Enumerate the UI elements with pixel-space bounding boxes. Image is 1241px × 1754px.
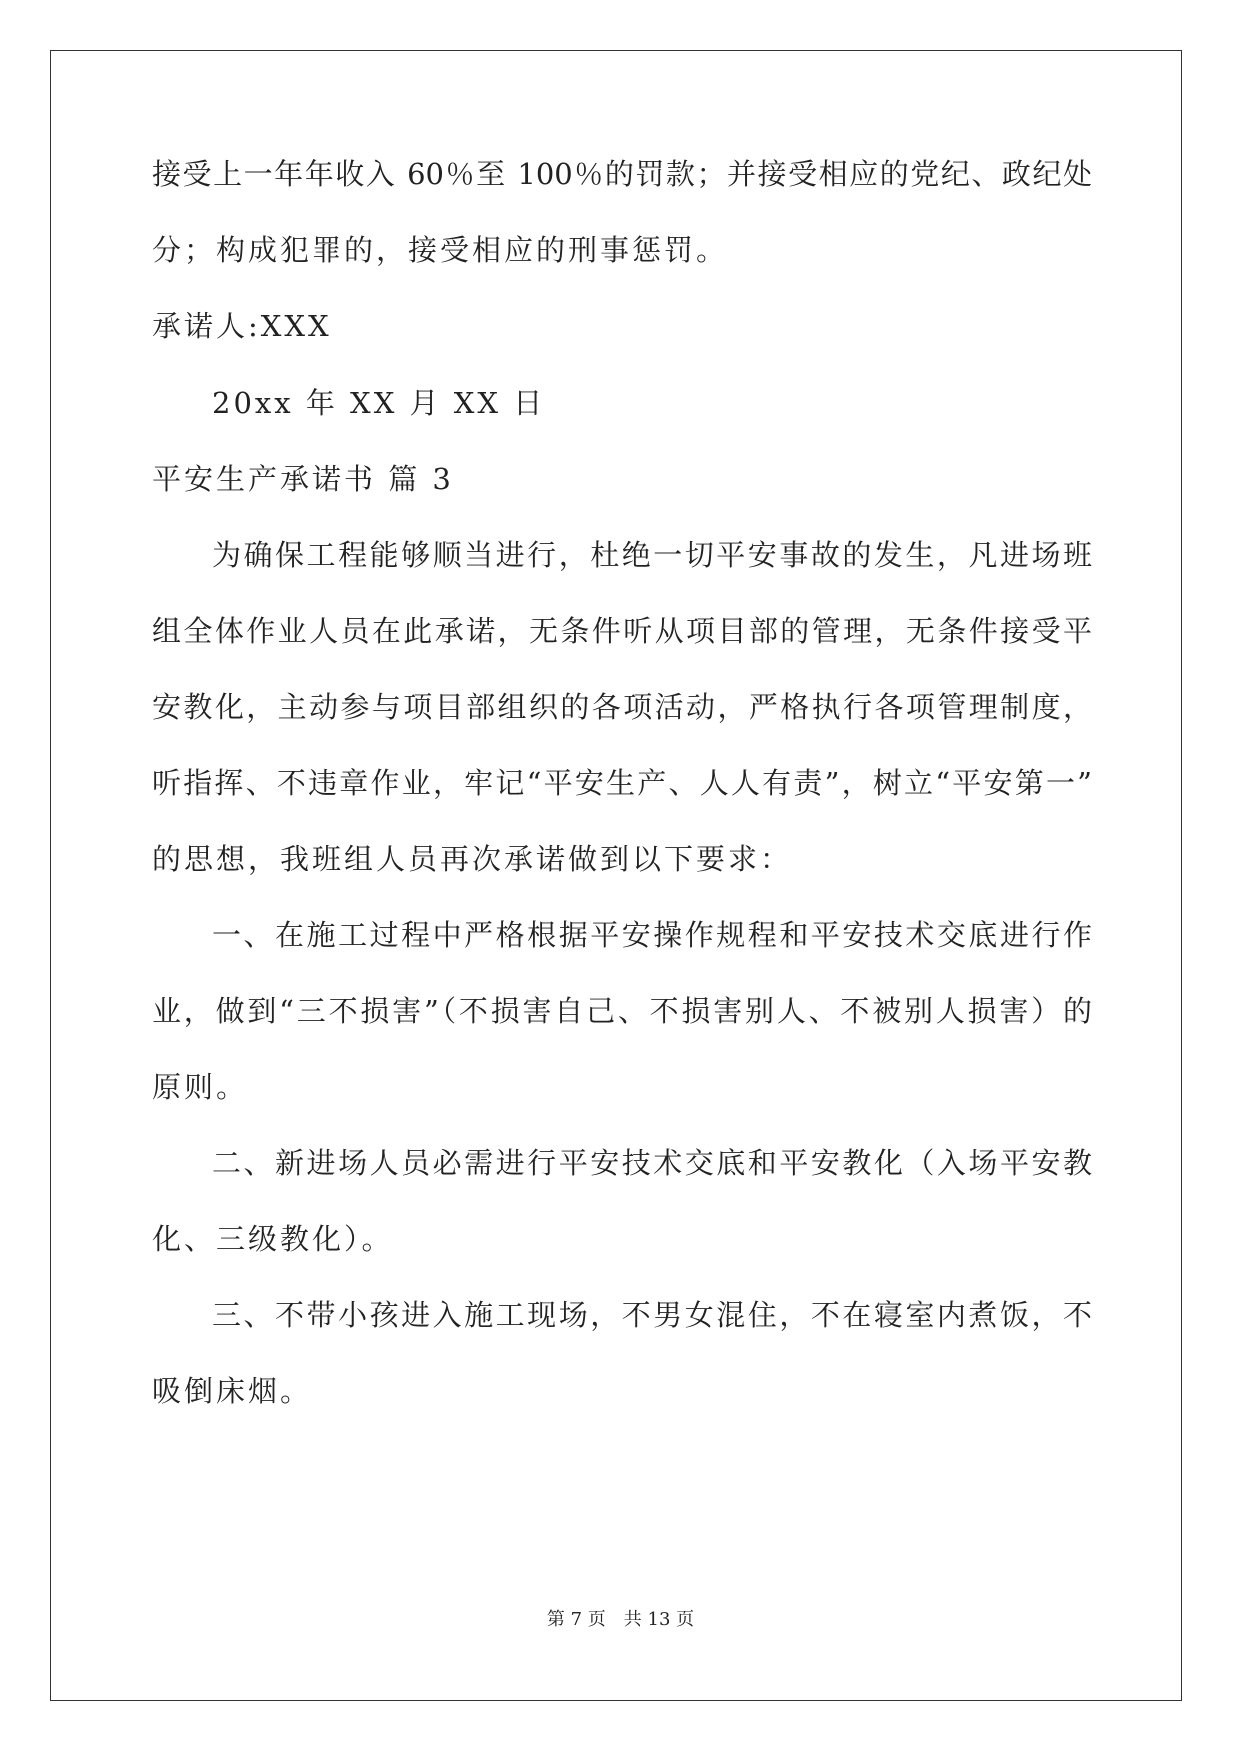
section-title: 平安生产承诺书 篇 3 [152,462,454,496]
paragraph-line: 为确保工程能够顺当进行，杜绝一切平安事故的发生，凡进场班 [212,538,1092,572]
page-number-footer: 第 7 页 共 13 页 [546,1609,695,1630]
signatory-line: 承诺人:XXX [152,309,332,343]
paragraph-line: 组全体作业人员在此承诺，无条件听从项目部的管理，无条件接受平 [152,614,1092,648]
item-2-line: 二、新进场人员必需进行平安技术交底和平安教化（入场平安教 [212,1146,1092,1180]
item-1-line: 业，做到“三不损害”（不损害自己、不损害别人、不被别人损害）的 [152,994,1092,1028]
item-1-line: 原则。 [152,1070,249,1104]
item-1-line: 一、在施工过程中严格根据平安操作规程和平安技术交底进行作 [212,918,1092,952]
item-2-line: 化、三级教化）。 [152,1222,394,1256]
text-line-1: 接受上一年年收入 60％至 100％的罚款；并接受相应的党纪、政纪处 [152,157,1092,191]
text-line-2: 分；构成犯罪的，接受相应的刑事惩罚。 [152,233,729,267]
paragraph-line: 安教化，主动参与项目部组织的各项活动，严格执行各项管理制度， [152,690,1092,724]
paragraph-line: 的思想，我班组人员再次承诺做到以下要求： [152,842,793,876]
date-line: 20xx 年 XX 月 XX 日 [212,386,546,420]
item-3-line: 三、不带小孩进入施工现场，不男女混住，不在寝室内煮饭，不 [212,1298,1092,1332]
item-3-line: 吸倒床烟。 [152,1374,313,1408]
paragraph-line: 听指挥、不违章作业，牢记“平安生产、人人有责”，树立“平安第一” [152,766,1092,800]
